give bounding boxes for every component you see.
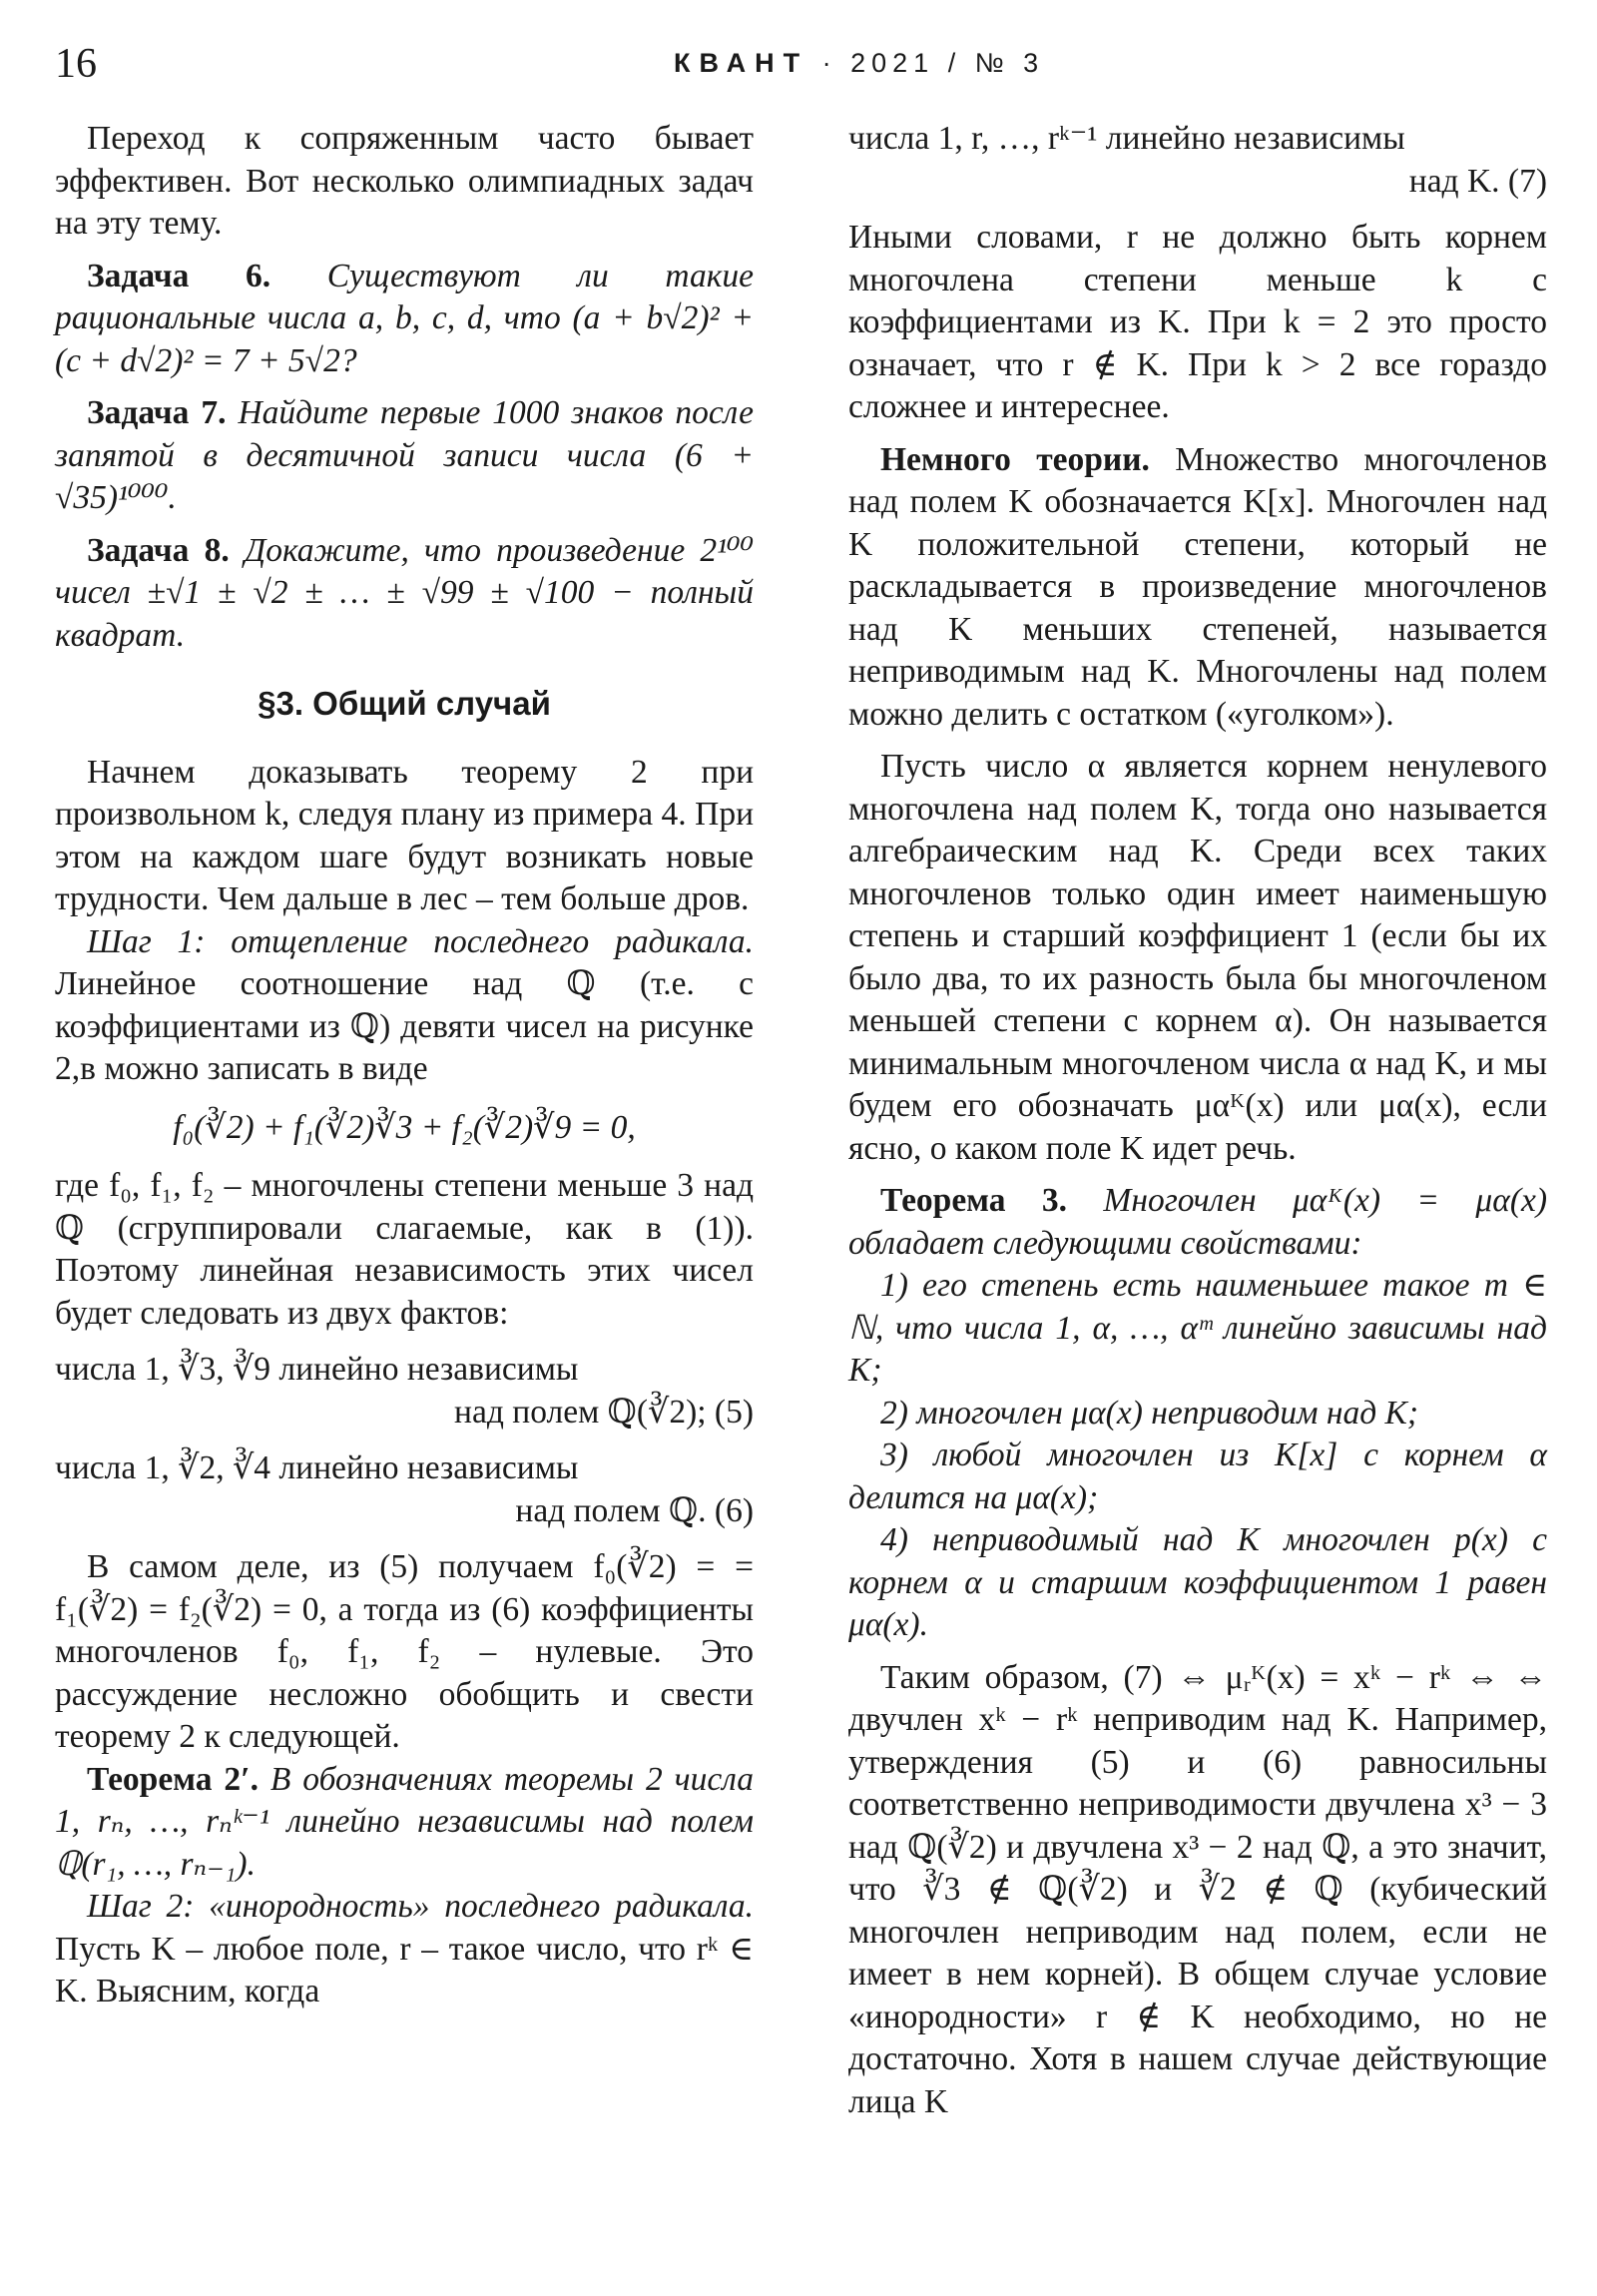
property-2: 2) многочлен μα(x) неприводим над K;: [880, 1394, 1419, 1432]
step-1-text: Линейное соотношение над ℚ (т.е. с коэффициентами из ℚ) девяти чисел на рисунке 2,в можно записать в виде: [55, 965, 754, 1087]
task-8-text: Докажите, что произведение 2¹⁰⁰ чисел ±√1 ± √2 ± … ± √99 ± √100 − полный квадрат.: [55, 531, 755, 654]
paragraph-thus: Таким образом, (7) ⇔ μᵣᴷ(x) = xᵏ − rᵏ ⇔ ⇔ двучлен xᵏ − rᵏ неприводим над K. Например, утверждения (5) и (6) равносильны соответственно неприводимости двучлена x³ − 3 над ℚ(∛2) и двучлена x³ − 2 над ℚ, а это значит, что ∛3 ∉ ℚ(∛2) и ∛2 ∉ ℚ (кубический многочлен неприводим над полем, если не имеет в нем корней). В общем случае условие «инородности» r ∉ K необходимо, но не достаточно. Хотя в нашем случае действующие лица K: [848, 1658, 1547, 2120]
step-2-label: Шаг 2: «инородность» последнего радикала.: [87, 1888, 754, 1925]
theory: [848, 439, 1547, 737]
paragraph-begin: Начнем доказывать теорему 2 при произвольном k, следуя плану из примера 4. При этом на каждом шаге будут возникать новые трудности. Чем дальше в лес – тем больше дров.: [55, 753, 754, 917]
task-8: [55, 530, 754, 658]
fact-7-line-2: над K. (7): [1408, 162, 1547, 200]
step-2: [55, 1886, 754, 2013]
paragraph-alpha: Пусть число α является корнем ненулевого многочлена над полем K, тогда оно называется алгебраическим над K. Среди всех таких многочленов только один имеет наименьшую степень и старший коэффициент 1 (если бы их было два, то их разность была бы многочленом меньшей степени с корнем α). Он называется минимальным многочленом числа α над K, и мы будем его обозначать μαᴷ(x) или μα(x), если ясно, о каком поле K идет речь.: [848, 748, 1547, 1167]
journal-title: КВАНТ: [674, 48, 809, 78]
paragraph-intro: Переход к сопряженным часто бывает эффективен. Вот несколько олимпиадных задач на эту тему.: [55, 120, 754, 242]
property-3: 3) любой многочлен из K[x] с корнем α делится на μα(x);: [848, 1436, 1547, 1516]
page-number: 16: [55, 41, 97, 87]
theory-label: Немного теории.: [880, 440, 1150, 478]
section-title: §3. Общий случай: [258, 685, 551, 722]
theorem-3-text: Многочлен μαᴷ(x) = μα(x) обладает следующими свойствами:: [848, 1182, 1547, 1262]
fact-6-line-2: над полем ℚ. (6): [515, 1491, 754, 1529]
right-column: [848, 118, 1547, 2123]
paragraph-otherwise: Иными словами, r не должно быть корнем многочлена степени меньше k с коэффициентами из K. При k = 2 это просто означает, что r ∉ K. При k > 2 все гораздо сложнее и интереснее.: [848, 219, 1547, 425]
fact-5-line-1: числа 1, ∛3, ∛9 линейно независимы: [55, 1351, 579, 1388]
theory-text: Множество многочленов над полем K обозначается K[x]. Многочлен над K положительной степени, который не раскладывается в произведение многочленов над K меньших степеней, называется неприводимым над K. Многочлены над полем можно делить с остатком («уголком»).: [848, 440, 1548, 733]
page-header: [55, 40, 1542, 100]
property-1: 1) его степень есть наименьшее такое m ∈ ℕ, что числа 1, α, …, αᵐ линейно зависимы над K;: [848, 1267, 1547, 1389]
fact-5-line-2: над полем ℚ(∛2); (5): [454, 1393, 754, 1431]
step-1-label: Шаг 1: отщепление последнего радикала.: [87, 922, 754, 960]
task-7-label: Задача 7.: [87, 394, 227, 431]
paragraph-where: где f₀, f₁, f₂ – многочлены степени меньше 3 над ℚ (сгруппировали слагаемые, как в (1)). Поэтому линейная независимость этих чисел будет следовать из двух фактов:: [55, 1167, 754, 1332]
issue-number: 2021 / № 3: [850, 48, 1045, 78]
equation-1: f₀(∛2) + f₁(∛2)∛3 + f₂(∛2)∛9 = 0,: [173, 1108, 636, 1146]
task-7-text: Найдите первые 1000 знаков после запятой в десятичной записи числа (6 + √35)¹⁰⁰⁰.: [55, 394, 754, 516]
fact-6: [55, 1447, 754, 1532]
task-8-label: Задача 8.: [87, 531, 230, 569]
step-2-text: Пусть K – любое поле, r – такое число, что rᵏ ∈ K. Выясним, когда: [55, 1930, 754, 2009]
task-6: [55, 256, 754, 383]
fact-7: [848, 118, 1547, 203]
theorem-3-label: Теорема 3.: [880, 1182, 1068, 1219]
fact-7-line-1: числа 1, r, …, rᵏ⁻¹ линейно независимы: [848, 120, 1405, 157]
task-6-text: Существуют ли такие рациональные числа a, b, c, d, что (a + b√2)² + (c + d√2)² = 7 + 5√2?: [55, 257, 755, 379]
theorem-3: [848, 1180, 1547, 1265]
fact-6-line-1: числа 1, ∛2, ∛4 линейно независимы: [55, 1449, 579, 1486]
theorem-2-prime-label: Теорема 2′.: [87, 1760, 259, 1798]
task-6-label: Задача 6.: [87, 257, 271, 294]
paragraph-indeed: В самом деле, из (5) получаем f₀(∛2) = = f₁(∛2) = f₂(∛2) = 0, а тогда из (6) коэффициенты многочленов f₀, f₁, f₂ – нулевые. Это рассуждение несложно обобщить и свести теорему 2 к следующей.: [55, 1548, 754, 1755]
theorem-2-prime: [55, 1759, 754, 1887]
fact-5: [55, 1349, 754, 1434]
running-head: [674, 48, 1044, 79]
theorem-2-prime-text: В обозначениях теоремы 2 числа 1, rₙ, …, rₙᵏ⁻¹ линейно независимы над полем ℚ(r₁, …, rₙ₋₁).: [55, 1760, 754, 1883]
task-7: [55, 392, 754, 520]
left-column: [55, 118, 754, 2013]
property-4: 4) неприводимый над K многочлен p(x) с корнем α и старшим коэффициентом 1 равен μα(x).: [848, 1521, 1547, 1643]
step-1: [55, 921, 754, 1091]
header-separator: ·: [808, 48, 851, 78]
